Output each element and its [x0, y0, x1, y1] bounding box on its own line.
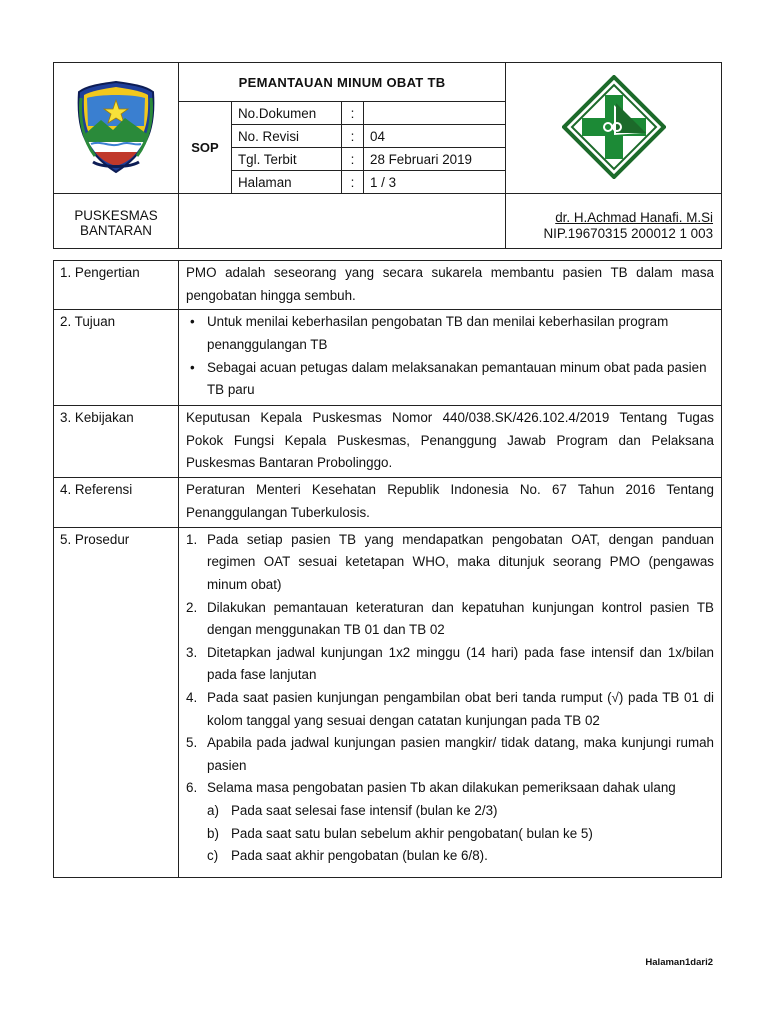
referensi-text: Peraturan Menteri Kesehatan Republik Indonesia No. 67 Tahun 2016 Tentang Penanggulangan Tuberkulosis. — [186, 482, 714, 521]
label-tujuan: 2. Tujuan — [54, 310, 179, 406]
signatory-name: dr. H.Achmad Hanafi. M.Si — [555, 210, 714, 225]
document-title: PEMANTAUAN MINUM OBAT TB — [179, 63, 506, 102]
organization-name — [54, 194, 179, 249]
step-text: Dilakukan pemantauan keteraturan dan kepatuhan kunjungan kontrol pasien TB dengan menggunakan TB 01 dan TB 02 — [207, 599, 714, 638]
signatory-nip: NIP.19670315 200012 1 003 — [543, 226, 714, 241]
row-kebijakan — [54, 405, 722, 477]
list-item — [186, 777, 714, 867]
meta-colon: : — [342, 125, 364, 148]
meta-label-no-dokumen: No.Dokumen — [232, 102, 342, 125]
content-prosedur — [179, 527, 722, 877]
list-item — [207, 823, 714, 846]
meta-label-tgl-terbit: Tgl. Terbit — [232, 148, 342, 171]
step-number: 1. — [186, 531, 198, 547]
row-tujuan — [54, 310, 722, 406]
content-tujuan — [179, 310, 722, 406]
row-referensi — [54, 478, 722, 527]
pengertian-text: PMO adalah seseorang yang secara sukarela membantu pasien TB dalam masa pengobatan hingga sembuh. — [186, 265, 714, 303]
signatory-block — [506, 194, 722, 249]
meta-label-no-revisi: No. Revisi — [232, 125, 342, 148]
row-prosedur — [54, 527, 722, 877]
meta-colon: : — [342, 171, 364, 194]
label-kebijakan: 3. Kebijakan — [54, 405, 179, 477]
substep-text: Pada saat satu bulan sebelum akhir pengobatan( bulan ke 5) — [231, 825, 593, 841]
list-item: • Untuk menilai keberhasilan pengobatan TB dan menilai keberhasilan program penanggulangan TB — [186, 311, 714, 356]
regency-crest-cell — [54, 63, 179, 194]
organization-line-2: BANTARAN — [80, 223, 152, 238]
meta-colon: : — [342, 148, 364, 171]
sop-label: SOP — [179, 102, 232, 194]
content-pengertian — [179, 261, 722, 310]
step-number: 5. — [186, 735, 198, 751]
label-pengertian: 1. Pengertian — [54, 261, 179, 310]
substep-text: Pada saat selesai fase intensif (bulan ke 2/3) — [231, 802, 498, 818]
content-kebijakan — [179, 405, 722, 477]
meta-label-halaman: Halaman — [232, 171, 342, 194]
page-number-footer: Halaman1dari2 — [645, 957, 713, 968]
puskesmas-logo-cell — [506, 63, 722, 194]
list-item — [186, 687, 714, 732]
meta-value-halaman: 1 / 3 — [364, 171, 506, 194]
tujuan-list — [186, 311, 714, 401]
list-item — [186, 642, 714, 687]
row-pengertian — [54, 261, 722, 310]
step-number: 3. — [186, 644, 198, 660]
puskesmas-cross-logo-icon — [562, 75, 666, 179]
prosedur-steps — [186, 529, 714, 868]
list-item: • Sebagai acuan petugas dalam melaksanakan pemantauan minum obat pada pasien TB paru — [186, 357, 714, 402]
blank-cell — [179, 194, 506, 249]
label-prosedur: 5. Prosedur — [54, 527, 179, 877]
list-item — [186, 529, 714, 597]
step-text: Pada saat pasien kunjungan pengambilan obat beri tanda rumput (√) pada TB 01 di kolom tanggal yang sesuai dengan catatan kunjungan pada TB 02 — [207, 689, 714, 728]
meta-value-tgl-terbit: 28 Februari 2019 — [364, 148, 506, 171]
step-text: Ditetapkan jadwal kunjungan 1x2 minggu (14 hari) pada fase intensif dan 1x/bilan pada fase lanjutan — [207, 644, 714, 683]
content-referensi — [179, 478, 722, 527]
document-header — [53, 62, 722, 249]
meta-value-no-revisi: 04 — [364, 125, 506, 148]
substep-letter: b) — [207, 825, 219, 841]
organization-line-1: PUSKESMAS — [74, 208, 158, 223]
substep-text: Pada saat akhir pengobatan (bulan ke 6/8). — [231, 848, 488, 864]
list-item — [186, 597, 714, 642]
sop-content-table — [53, 260, 722, 878]
step-number: 2. — [186, 599, 198, 615]
step-text: Apabila pada jadwal kunjungan pasien mangkir/ tidak datang, maka kunjungi rumah pasien — [207, 735, 714, 773]
step-text: Pada setiap pasien TB yang mendapatkan pengobatan OAT, dengan panduan regimen OAT sesuai ketetapan WHO, maka ditunjuk seorang PMO (pengawas minum obat) — [207, 531, 714, 592]
list-item — [207, 845, 714, 868]
meta-value-no-dokumen — [364, 102, 506, 125]
substep-letter: c) — [207, 848, 219, 864]
list-item — [207, 800, 714, 823]
prosedur-substeps — [207, 800, 714, 868]
substep-letter: a) — [207, 802, 219, 818]
label-referensi: 4. Referensi — [54, 478, 179, 527]
step-number: 4. — [186, 689, 198, 705]
list-item — [186, 732, 714, 777]
step-text: Selama masa pengobatan pasien Tb akan dilakukan pemeriksaan dahak ulang — [207, 780, 676, 796]
step-number: 6. — [186, 780, 198, 796]
kebijakan-text: Keputusan Kepala Puskesmas Nomor 440/038.SK/426.102.4/2019 Tentang Tugas Pokok Fungsi Kepala Puskesmas, Penanggung Jawab Program dan Pelaksana Puskesmas Bantaran Probolinggo. — [186, 409, 714, 471]
regency-crest-icon — [73, 78, 159, 176]
meta-colon: : — [342, 102, 364, 125]
